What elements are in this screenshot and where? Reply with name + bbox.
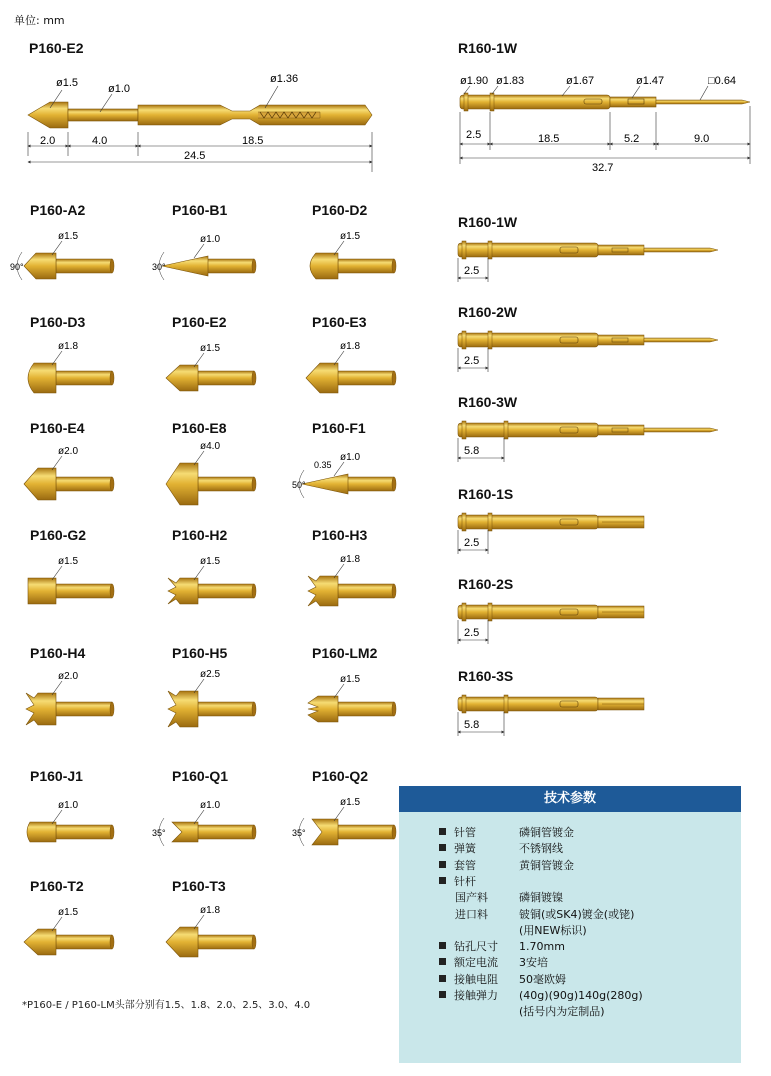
spec-label [455, 908, 488, 922]
footnote: *P160-E / P160-LM头部分别有1.5、1.8、2.0、2.5、3.0、4.0 [22, 1000, 311, 1011]
main-right-dim-bottom: 18.5 [538, 133, 560, 145]
receptacle-item [452, 576, 742, 652]
receptacle-drawing [452, 592, 742, 648]
spec-value: 1.70mm [519, 940, 565, 954]
tip-item [292, 420, 422, 516]
tip-head [166, 365, 198, 391]
tip-head [310, 253, 338, 279]
spec-label [439, 973, 498, 987]
receptacle-drawing [452, 230, 742, 286]
spec-value: (40g)(90g)140g(280g) [519, 989, 643, 1002]
tip-angle: 90° [10, 262, 24, 272]
tip-name: P160-H5 [172, 645, 228, 661]
bullet-icon [439, 958, 446, 965]
main-right-dim-top: ø1.83 [496, 75, 525, 87]
tip-diameter: ø1.0 [200, 800, 221, 811]
tip-drawing [292, 218, 422, 294]
bullet-icon [439, 942, 446, 949]
tip-item [10, 420, 140, 516]
tip-drawing [10, 661, 140, 737]
tip-head [24, 468, 56, 500]
tip-name: P160-Q1 [172, 768, 229, 784]
receptacle-name: R160-1W [458, 214, 518, 230]
tip-diameter: ø1.8 [340, 554, 361, 565]
tip-item [152, 527, 282, 623]
tip-head [168, 578, 198, 604]
spec-label [439, 989, 498, 1003]
tip-drawing [292, 543, 422, 619]
receptacle-item [452, 214, 742, 290]
tip-drawing [152, 436, 282, 512]
tip-item [152, 314, 282, 410]
main-left-dim-bottom: 18.5 [242, 135, 264, 147]
tip-name: P160-T2 [30, 878, 84, 894]
main-right-dim-top: ø1.67 [566, 75, 595, 87]
tip-name: P160-F1 [312, 420, 366, 436]
spec-value: (括号内为定制品) [519, 1005, 605, 1019]
tip-drawing [152, 218, 282, 294]
tip-head [308, 696, 338, 722]
tip-item [292, 527, 422, 623]
receptacle-item [452, 304, 742, 380]
tip-item [292, 645, 422, 741]
main-right-overall: 32.7 [592, 162, 614, 172]
spec-label-text: 国产料 [455, 891, 488, 905]
tip-head [162, 256, 208, 276]
bullet-icon [439, 991, 446, 998]
tip-diameter: ø2.5 [200, 669, 221, 680]
spec-label [439, 842, 476, 856]
tip-name: P160-E4 [30, 420, 85, 436]
tip-angle: 35° [152, 828, 166, 838]
tip-diameter: ø1.8 [58, 341, 79, 352]
main-right-dim-top: ø1.90 [460, 75, 489, 87]
main-left-overall: 24.5 [184, 150, 206, 162]
main-left-dim-top: ø1.0 [108, 83, 131, 95]
tip-angle: 50° [292, 480, 306, 490]
spec-value: 磷铜管镀金 [519, 826, 574, 839]
tip-head [302, 474, 348, 494]
tip-item [10, 202, 140, 298]
tip-angle: 35° [292, 828, 306, 838]
tip-name: P160-H4 [30, 645, 86, 661]
tip-name: P160-A2 [30, 202, 86, 218]
main-right-dim-top: ø1.47 [636, 75, 665, 87]
bullet-icon [439, 877, 446, 884]
tip-item [152, 768, 282, 864]
spec-label-text: 进口料 [455, 907, 488, 921]
tip-name: P160-G2 [30, 527, 87, 543]
main-right-dim-bottom: 2.5 [466, 129, 482, 141]
receptacle-name: R160-1S [458, 486, 514, 502]
tip-drawing [292, 330, 422, 406]
tip-name: P160-LM2 [312, 645, 378, 661]
tip-diameter: ø2.0 [58, 671, 79, 682]
tip-name: P160-H3 [312, 527, 368, 543]
tip-drawing [10, 894, 140, 970]
tip-head [172, 822, 198, 842]
tip-diameter: ø1.8 [340, 341, 361, 352]
receptacle-dim: 2.5 [464, 265, 480, 277]
tip-head [308, 576, 338, 606]
spec-label-text: 接触电阻 [454, 972, 498, 986]
spec-label [455, 891, 488, 905]
tip-diameter: ø1.5 [58, 907, 79, 918]
spec-label-text: 套管 [454, 858, 476, 872]
receptacle-item [452, 486, 742, 562]
tip-drawing [10, 543, 140, 619]
tip-diameter: ø2.0 [58, 446, 79, 457]
spec-label [439, 875, 476, 889]
main-left-dim-top: ø1.36 [270, 73, 299, 85]
tip-head [166, 463, 198, 505]
tip-diameter: ø1.8 [200, 905, 221, 916]
tip-name: P160-H2 [172, 527, 228, 543]
spec-label [439, 956, 498, 970]
tip-head [28, 363, 56, 393]
tip-head [26, 693, 56, 725]
tip-diameter: ø1.0 [200, 234, 221, 245]
tip-drawing [152, 784, 282, 860]
tip-drawing [152, 661, 282, 737]
receptacle-name: R160-3S [458, 668, 514, 684]
tip-angle: 30° [152, 262, 166, 272]
receptacle-drawing [452, 502, 742, 558]
spec-label-text: 弹簧 [454, 842, 476, 856]
spec-label [439, 940, 498, 954]
bullet-icon [439, 844, 446, 851]
tip-name: P160-D3 [30, 314, 86, 330]
tip-name: P160-E8 [172, 420, 227, 436]
tip-item [10, 645, 140, 741]
tip-head [27, 822, 56, 842]
receptacle-name: R160-2W [458, 304, 518, 320]
tip-name: P160-J1 [30, 768, 83, 784]
tip-drawing [10, 784, 140, 860]
main-right-drawing [452, 72, 762, 172]
spec-label [439, 859, 476, 873]
tip-head [168, 691, 198, 727]
spec-label-text: 针管 [454, 826, 476, 839]
spec-value: (用NEW标识) [519, 923, 587, 937]
spec-label-text: 钻孔尺寸 [454, 940, 498, 954]
receptacle-drawing [452, 320, 742, 376]
tip-drawing [292, 436, 422, 512]
receptacle-dim: 2.5 [464, 627, 480, 639]
bullet-icon [439, 861, 446, 868]
receptacle-dim: 2.5 [464, 537, 480, 549]
spec-value: 3安培 [519, 956, 548, 970]
tip-head [166, 927, 198, 957]
main-right-dim-top: □0.64 [708, 75, 737, 87]
tip-extra-dim: 0.35 [314, 460, 332, 470]
tip-drawing [152, 543, 282, 619]
spec-value: 黄铜管镀金 [519, 858, 574, 872]
tip-diameter: ø1.5 [340, 797, 361, 808]
spec-label [439, 826, 476, 840]
tip-drawing [10, 218, 140, 294]
tip-head [312, 819, 338, 845]
receptacle-name: R160-3W [458, 394, 518, 410]
tip-item [292, 314, 422, 410]
tip-item [152, 202, 282, 298]
bullet-icon [439, 828, 446, 835]
tip-name: P160-T3 [172, 878, 226, 894]
receptacle-dim: 5.8 [464, 719, 480, 731]
tip-diameter: ø1.5 [58, 556, 79, 567]
tip-diameter: ø1.5 [58, 231, 79, 242]
tip-name: P160-E3 [312, 314, 367, 330]
receptacle-drawing [452, 684, 742, 740]
tip-diameter: ø1.5 [200, 343, 221, 354]
tip-drawing [152, 894, 282, 970]
main-left-dim-top: ø1.5 [56, 77, 79, 89]
tip-name: P160-D2 [312, 202, 368, 218]
main-right-dim-bottom: 5.2 [624, 133, 640, 145]
tip-diameter: ø1.5 [340, 231, 361, 242]
tip-item [10, 314, 140, 410]
tip-item [152, 420, 282, 516]
spec-panel-title: 技术参数 [399, 786, 741, 812]
tip-diameter: ø1.0 [340, 452, 361, 463]
tip-diameter: ø4.0 [200, 441, 221, 452]
tip-head [24, 253, 56, 279]
spec-label-text: 针杆 [454, 874, 476, 888]
spec-value: 不锈钢线 [519, 842, 563, 856]
tip-head [24, 929, 56, 955]
tip-name: P160-Q2 [312, 768, 369, 784]
tip-head [28, 578, 56, 604]
tip-head [306, 363, 338, 393]
main-right-dim-bottom: 9.0 [694, 133, 710, 145]
tip-drawing [292, 661, 422, 737]
spec-value: 50毫欧姆 [519, 972, 566, 986]
tip-item [152, 645, 282, 741]
receptacle-item [452, 668, 742, 744]
spec-label-text: 额定电流 [454, 956, 498, 970]
receptacle-name: R160-2S [458, 576, 514, 592]
unit-label: 单位: mm [14, 14, 65, 27]
tip-diameter: ø1.5 [340, 674, 361, 685]
spec-panel [399, 786, 741, 1063]
spec-label-text: 接触弹力 [454, 989, 498, 1002]
tip-item [10, 527, 140, 623]
bullet-icon [439, 975, 446, 982]
main-left-drawing [20, 70, 380, 180]
tip-item [292, 202, 422, 298]
receptacle-item [452, 394, 742, 470]
tip-diameter: ø1.5 [200, 556, 221, 567]
main-right-title: R160-1W [458, 40, 518, 56]
tip-drawing [10, 330, 140, 406]
tip-item [152, 878, 282, 974]
receptacle-dim: 2.5 [464, 355, 480, 367]
main-left-title: P160-E2 [29, 40, 84, 56]
receptacle-dim: 5.8 [464, 445, 480, 457]
tip-name: P160-E2 [172, 314, 227, 330]
tip-item [10, 878, 140, 974]
tip-drawing [10, 436, 140, 512]
spec-value: 铍铜(或SK4)镀金(或铑) [519, 907, 635, 921]
tip-name: P160-B1 [172, 202, 228, 218]
spec-value: 磷铜镀镍 [519, 891, 563, 905]
tip-drawing [152, 330, 282, 406]
main-left-dim-bottom: 4.0 [92, 135, 108, 147]
receptacle-drawing [452, 410, 742, 466]
tip-item [10, 768, 140, 864]
tip-diameter: ø1.0 [58, 800, 79, 811]
main-left-dim-bottom: 2.0 [40, 135, 56, 147]
